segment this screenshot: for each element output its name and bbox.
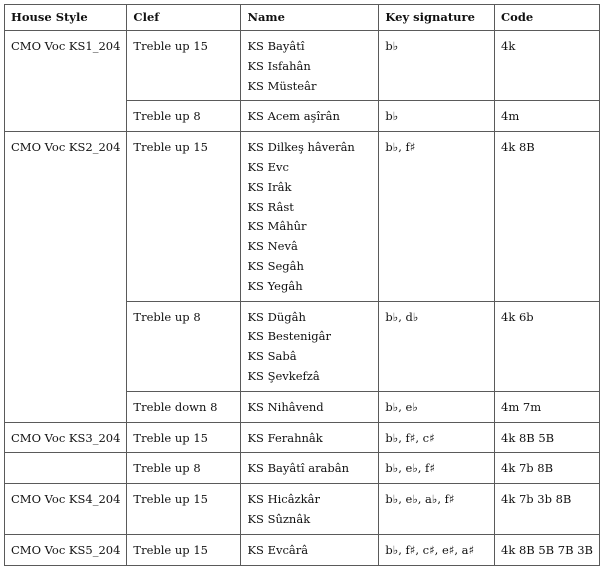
- header-key-signature: Key signature: [379, 5, 495, 31]
- name-text: KS Dilkeş hâverân: [247, 140, 355, 155]
- name-cell: [241, 534, 379, 565]
- name-text: KS Segâh: [247, 258, 304, 273]
- clef-cell: [127, 422, 241, 453]
- house-style-text: CMO Voc KS3_204: [11, 430, 121, 445]
- header-house-style: House Style: [5, 5, 127, 31]
- code-cell: [495, 453, 600, 484]
- code-text: 4k 8B: [501, 140, 535, 155]
- key-signature-cell: [379, 422, 495, 453]
- name-text: KS Râst: [247, 199, 294, 214]
- name-text: KS Dügâh: [247, 309, 306, 324]
- name-text: KS Hicâzkâr: [247, 492, 320, 507]
- clef-text: Treble up 15: [133, 39, 208, 53]
- clef-text: Treble up 8: [133, 109, 201, 124]
- key-signature-cell: [379, 391, 495, 422]
- clef-cell: [127, 31, 241, 101]
- name-text: KS Şevkefzâ: [247, 368, 320, 383]
- header-code: Code: [495, 5, 600, 31]
- key-signature-text: b♭, f♯, c♯, e♯, a♯: [385, 542, 475, 557]
- table-row: [5, 534, 600, 565]
- key-signature-text: b♭, e♭, a♭, f♯: [385, 492, 455, 507]
- key-signature-text: b♭, e♭, f♯: [385, 461, 435, 476]
- name-cell: [241, 301, 379, 391]
- key-signature-cell: [379, 301, 495, 391]
- code-cell: [495, 132, 600, 301]
- house-style-cell: [5, 453, 127, 484]
- name-cell: [241, 31, 379, 101]
- key-signature-text: b♭: [385, 39, 399, 53]
- name-text: KS Irâk: [247, 179, 292, 194]
- name-cell: [241, 391, 379, 422]
- name-cell: [241, 132, 379, 301]
- name-text: KS Nihâvend: [247, 399, 324, 414]
- code-text: 4k 8B 5B 7B 3B: [501, 542, 593, 557]
- house-style-cell: [5, 31, 127, 132]
- code-cell: [495, 484, 600, 535]
- code-cell: [495, 101, 600, 132]
- code-text: 4k: [501, 39, 516, 53]
- key-signature-cell: [379, 484, 495, 535]
- key-signature-text: b♭, d♭: [385, 309, 419, 324]
- table-row: [5, 484, 600, 535]
- table-row: [5, 132, 600, 301]
- code-text: 4k 7b 8B: [501, 461, 554, 476]
- clef-cell: [127, 534, 241, 565]
- house-style-cell: [5, 534, 127, 565]
- key-signature-cell: [379, 534, 495, 565]
- clef-text: Treble up 15: [133, 430, 208, 445]
- name-text: KS Nevâ: [247, 239, 298, 254]
- house-style-cell: [5, 422, 127, 453]
- house-style-cell: [5, 484, 127, 535]
- name-text: KS Isfahân: [247, 58, 311, 73]
- name-text: KS Bayâtî arabân: [247, 461, 350, 476]
- key-signature-cell: [379, 132, 495, 301]
- table-body: [5, 31, 600, 566]
- name-text: KS Acem aşîrân: [247, 109, 340, 124]
- key-signature-cell: [379, 31, 495, 101]
- clef-text: Treble up 8: [133, 309, 201, 324]
- key-signature-text: b♭: [385, 109, 399, 124]
- clef-cell: [127, 484, 241, 535]
- house-style-text: CMO Voc KS4_204: [11, 492, 121, 507]
- code-cell: [495, 301, 600, 391]
- header-row: [5, 5, 600, 31]
- clef-cell: [127, 453, 241, 484]
- clef-cell: [127, 132, 241, 301]
- code-cell: [495, 31, 600, 101]
- name-text: KS Ferahnâk: [247, 430, 323, 445]
- name-text: KS Evcârâ: [247, 542, 309, 557]
- table-row: [5, 453, 600, 484]
- key-signature-table: [4, 4, 600, 566]
- header-name: Name: [241, 5, 379, 31]
- name-cell: [241, 422, 379, 453]
- clef-text: Treble up 15: [133, 492, 208, 507]
- name-cell: [241, 453, 379, 484]
- house-style-text: CMO Voc KS1_204: [11, 39, 121, 53]
- key-signature-text: b♭, f♯: [385, 140, 416, 155]
- key-signature-cell: [379, 101, 495, 132]
- code-cell: [495, 422, 600, 453]
- clef-cell: [127, 101, 241, 132]
- name-text: KS Mâhûr: [247, 219, 307, 234]
- name-cell: [241, 101, 379, 132]
- clef-text: Treble down 8: [133, 399, 218, 414]
- name-text: KS Sûznâk: [247, 511, 311, 526]
- table-row: [5, 31, 600, 101]
- name-text: KS Sabâ: [247, 349, 297, 364]
- name-text: KS Müsteâr: [247, 78, 317, 93]
- key-signature-text: b♭, e♭: [385, 399, 418, 414]
- house-style-cell: [5, 132, 127, 422]
- name-text: KS Bestenigâr: [247, 329, 331, 344]
- code-text: 4k 7b 3b 8B: [501, 492, 572, 507]
- clef-cell: [127, 301, 241, 391]
- name-text: KS Yegâh: [247, 278, 303, 293]
- name-text: KS Bayâtî: [247, 39, 305, 53]
- code-cell: [495, 534, 600, 565]
- header-clef: Clef: [127, 5, 241, 31]
- name-cell: [241, 484, 379, 535]
- code-text: 4m 7m: [501, 399, 542, 414]
- clef-text: Treble up 8: [133, 461, 201, 476]
- code-text: 4m: [501, 109, 520, 124]
- name-text: KS Evc: [247, 159, 289, 174]
- code-text: 4k 8B 5B: [501, 430, 555, 445]
- house-style-text: CMO Voc KS5_204: [11, 542, 121, 557]
- key-signature-cell: [379, 453, 495, 484]
- clef-text: Treble up 15: [133, 140, 208, 155]
- code-text: 4k 6b: [501, 309, 534, 324]
- code-cell: [495, 391, 600, 422]
- key-signature-text: b♭, f♯, c♯: [385, 430, 435, 445]
- clef-cell: [127, 391, 241, 422]
- clef-text: Treble up 15: [133, 542, 208, 557]
- house-style-text: CMO Voc KS2_204: [11, 140, 121, 155]
- table-row: [5, 422, 600, 453]
